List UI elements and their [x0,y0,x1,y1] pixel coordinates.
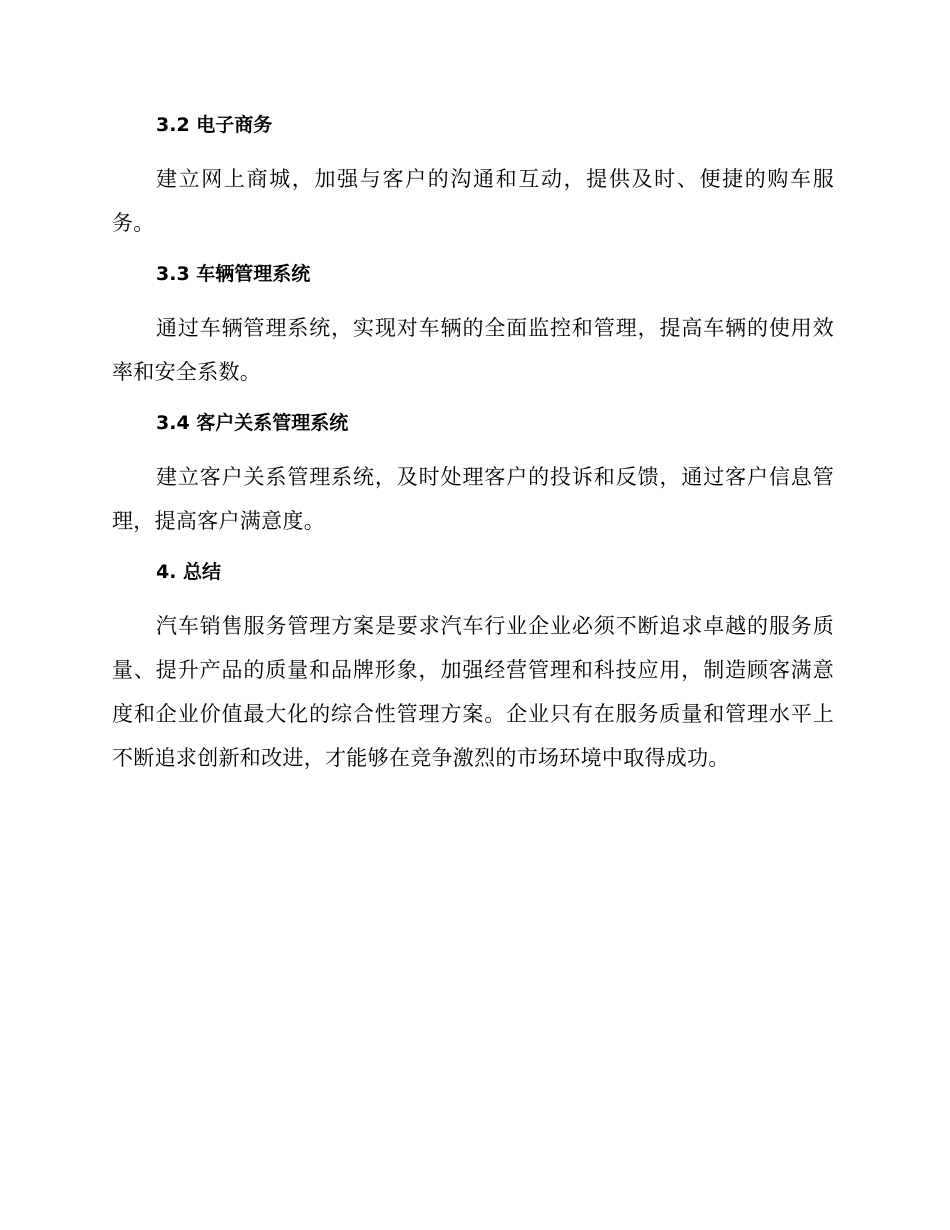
section-paragraph-e-commerce: 建立网上商城，加强与客户的沟通和互动，提供及时、便捷的购车服务。 [112,167,834,235]
section-heading-summary: 4. 总结 [156,561,222,583]
section-paragraph-vehicle-management: 通过车辆管理系统，实现对车辆的全面监控和管理，提高车辆的使用效率和安全系数。 [112,316,834,384]
document-body [112,110,834,780]
section-paragraph-summary: 汽车销售服务管理方案是要求汽车行业企业必须不断追求卓越的服务质量、提升产品的质量和品牌形象，加强经营管理和科技应用，制造顾客满意度和企业价值最大化的综合性管理方案。企业只有在服务质量和管理水平上不断追求创新和改进，才能够在竞争激烈的市场环境中取得成功。 [112,614,834,770]
section-heading-crm: 3.4 客户关系管理系统 [156,412,349,434]
section-heading-vehicle-management: 3.3 车辆管理系统 [156,263,311,285]
section-paragraph-crm: 建立客户关系管理系统，及时处理客户的投诉和反馈，通过客户信息管理，提高客户满意度。 [112,465,834,533]
section-heading-e-commerce: 3.2 电子商务 [156,114,273,136]
